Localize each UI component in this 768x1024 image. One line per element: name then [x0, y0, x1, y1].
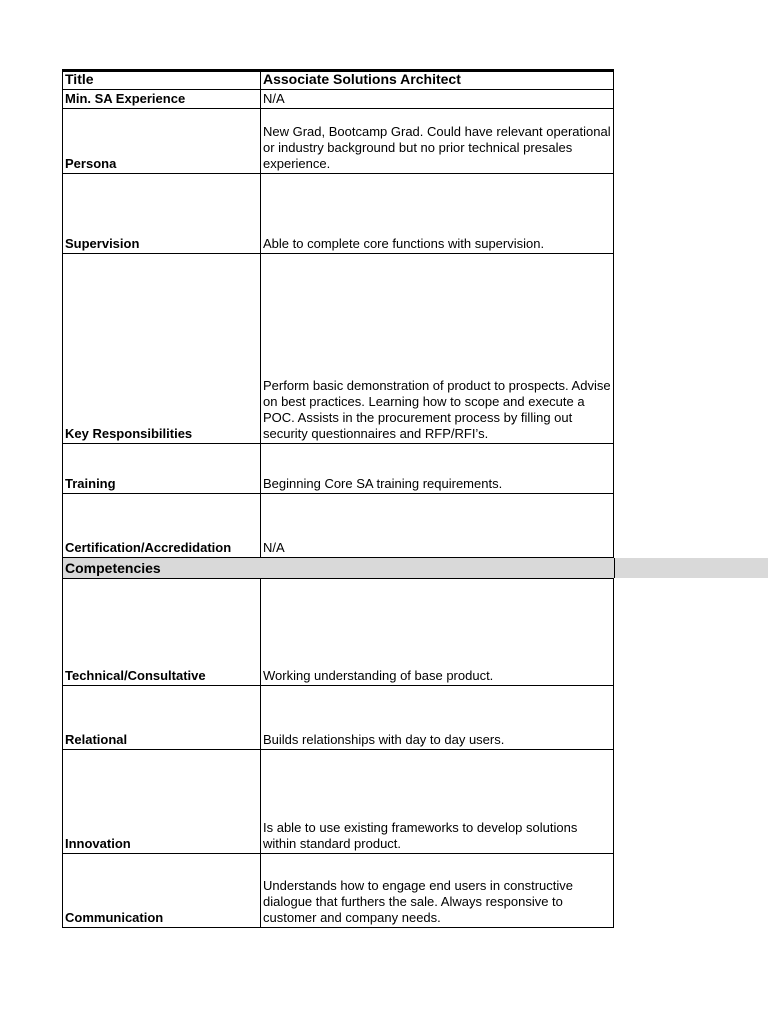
- row-value: New Grad, Bootcamp Grad. Could have relevant operational or industry background but no prior technical presales experience.: [261, 109, 614, 173]
- row-value: N/A: [261, 90, 614, 108]
- row-certification: [62, 494, 614, 558]
- row-value: N/A: [261, 494, 614, 557]
- row-label: Supervision: [62, 174, 261, 253]
- row-value: Working understanding of base product.: [261, 579, 614, 685]
- row-value: Able to complete core functions with supervision.: [261, 174, 614, 253]
- row-min-sa-experience: [62, 90, 614, 109]
- row-label: Certification/Accredidation: [62, 494, 261, 557]
- header-label-cell: Title: [62, 72, 261, 89]
- row-label: Communication: [62, 854, 261, 927]
- row-relational: [62, 686, 614, 750]
- section-divider: [614, 558, 615, 578]
- table-header-row: [62, 69, 614, 90]
- row-innovation: [62, 750, 614, 854]
- row-label: Key Responsibilities: [62, 254, 261, 443]
- row-supervision: [62, 174, 614, 254]
- row-label: Min. SA Experience: [62, 90, 261, 108]
- section-title: Competencies: [65, 560, 161, 576]
- row-technical-consultative: [62, 579, 614, 686]
- row-value: Builds relationships with day to day users.: [261, 686, 614, 749]
- row-persona: [62, 109, 614, 174]
- row-training: [62, 444, 614, 494]
- section-competencies-row: [62, 558, 614, 579]
- row-value: Beginning Core SA training requirements.: [261, 444, 614, 493]
- row-label: Training: [62, 444, 261, 493]
- row-value: Understands how to engage end users in constructive dialogue that furthers the sale. Always responsive to customer and company needs.: [261, 854, 614, 927]
- row-label: Persona: [62, 109, 261, 173]
- header-value-cell: Associate Solutions Architect: [261, 72, 614, 89]
- row-label: Relational: [62, 686, 261, 749]
- row-value: Is able to use existing frameworks to develop solutions within standard product.: [261, 750, 614, 853]
- row-communication: [62, 854, 614, 928]
- row-label: Technical/Consultative: [62, 579, 261, 685]
- section-band: [62, 558, 768, 578]
- row-value: Perform basic demonstration of product to prospects. Advise on best practices. Learning how to scope and execute a POC. Assists in the procurement process by filling out security questionnaires and RFP/RFI’s.: [261, 254, 614, 443]
- row-key-responsibilities: [62, 254, 614, 444]
- job-level-table: [62, 69, 614, 928]
- row-label: Innovation: [62, 750, 261, 853]
